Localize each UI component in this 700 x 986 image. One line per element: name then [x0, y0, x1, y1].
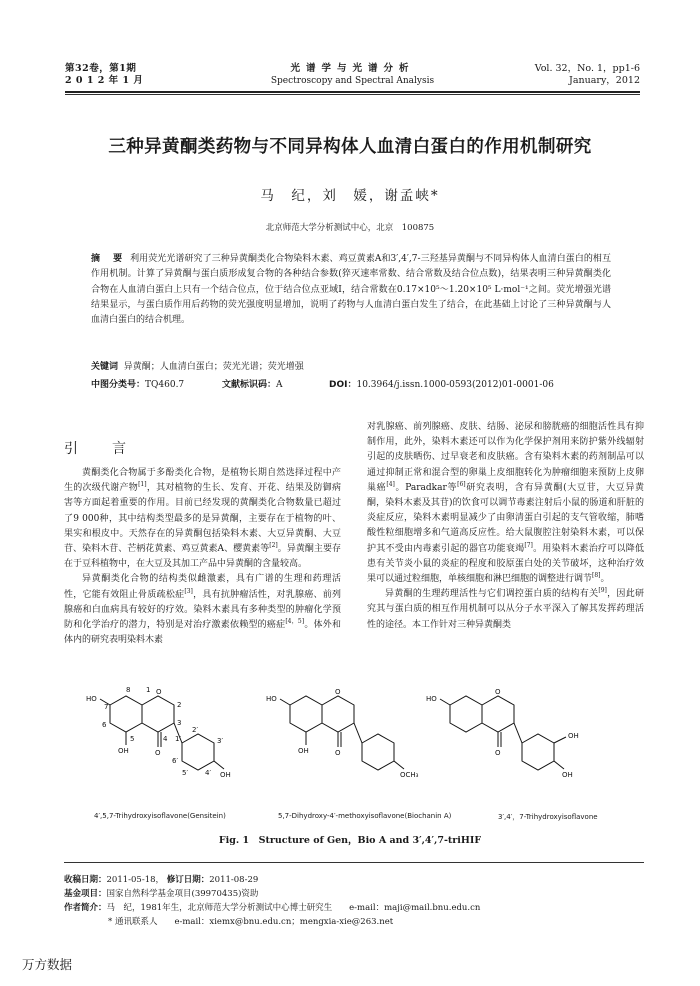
tri-oh4p: OH	[562, 771, 573, 779]
label-trihydroxy: 3′,4′，7-Trihydroxyisoflavone	[498, 813, 598, 821]
abstract-label: 摘 要	[91, 254, 125, 264]
gen-ring-o: O	[156, 688, 162, 696]
journal-name-en: Spectroscopy and Spectral Analysis	[270, 76, 435, 86]
biochanin-structure	[280, 696, 404, 770]
left-column	[64, 466, 341, 648]
gen-num3: 3	[177, 719, 182, 727]
gen-num4: 4	[163, 735, 168, 743]
gen-num3p: 3′	[217, 737, 224, 745]
volume-issue: 第32卷，第1期	[65, 63, 137, 74]
citation: [9]	[598, 587, 607, 595]
keywords-text: 异黄酮；人血清白蛋白；荧光光谱；荧光增强	[123, 362, 304, 372]
gen-oh4p: OH	[220, 771, 231, 779]
citation: [6]	[457, 480, 466, 488]
label-biochanin: 5,7-Dihydroxy-4′-methoxyisoflavone(Biochanin A)	[278, 812, 452, 820]
gen-num6: 6	[102, 721, 107, 729]
footnote-corresponding: * 通讯联系人 e-mail：xiemx@bnu.edu.cn；mengxia-xie@263.net	[108, 917, 394, 927]
figure-caption: Fig. 1 Structure of Gen，Bio A and 3′,4′,7-triHIF	[218, 835, 482, 846]
watermark: 万方数据	[22, 957, 73, 972]
tri-ho: HO	[426, 695, 437, 703]
paper-title: 三种异黄酮类药物与不同异构体人血清白蛋白的作用机制研究	[108, 137, 592, 157]
gen-num4p: 4′	[205, 769, 212, 777]
journal-name-cn: 光谱学与光谱分析	[290, 63, 415, 74]
tri-ring-o: O	[495, 688, 501, 696]
footnote-author-bio: 作者简介：马 纪，1981年生，北京师范大学分析测试中心博士研究生 e-mail：maji@mail.bnu.edu.cn	[64, 903, 481, 913]
gen-num7: 7	[104, 703, 109, 711]
footnote-fund: 基金项目：国家自然科学基金项目(39970435)资助	[64, 889, 259, 899]
intro-paragraph-2: 异黄酮类化合物的结构类似雌激素，具有广谱的生理和药理活性，它能有效阻止骨质疏松症[3]，具有抗肿瘤活性，对乳腺癌、前列腺癌和白血病具有较好的疗效。染料木素具有多种类型的肿瘤化学预防和化学治疗的潜力，特别是对治疗激素依赖型的癌症[4，5]。体外和体内的研究表明染料木素	[64, 574, 341, 646]
issue-date: 2 0 1 2 年 1 月	[65, 75, 144, 86]
footnotes	[64, 862, 644, 929]
citation: [2]	[269, 542, 278, 550]
citation: [8]	[592, 572, 601, 580]
header-rule	[65, 91, 640, 93]
section-title-intro: 引 言	[64, 441, 136, 457]
gen-num8: 8	[126, 686, 131, 694]
trihydroxy-structure	[440, 696, 566, 770]
tri-keto-o: O	[495, 749, 501, 757]
citation: [1]	[138, 481, 147, 489]
clc-number: TQ460.7	[145, 380, 185, 390]
right-column	[367, 420, 644, 633]
bio-keto-o: O	[335, 749, 341, 757]
bio-ho: HO	[266, 695, 277, 703]
running-header	[65, 60, 640, 96]
citation: [4，5]	[285, 618, 305, 626]
figure-1	[80, 665, 640, 855]
abstract	[91, 252, 611, 328]
intro-paragraph-4: 异黄酮的生理药理活性与它们调控蛋白质的结构有关[9]，因此研究其与蛋白质的相互作用机制可以从分子水平深入了解其发挥药理活性的途径。本工作针对三种异黄酮类	[367, 587, 644, 630]
clc-label: 中图分类号：	[91, 380, 146, 390]
gen-num5: 5	[130, 735, 135, 743]
keywords-label: 关键词	[91, 362, 119, 372]
doc-code: A	[276, 380, 283, 390]
gen-oh5: OH	[118, 747, 129, 755]
footnote-dates: 收稿日期：2011-05-18， 修订日期：2011-08-29	[64, 875, 259, 885]
gen-num5p: 5′	[182, 769, 189, 777]
date-en: January，2012	[569, 75, 640, 86]
isoflavone-structures	[80, 665, 640, 815]
doc-code-label: 文献标识码：	[222, 380, 277, 390]
genistein-structure	[100, 696, 224, 770]
bio-och3: OCH₃	[400, 771, 419, 779]
gen-num2p: 2′	[192, 726, 199, 734]
gen-num1: 1	[146, 686, 151, 694]
gen-num2: 2	[177, 701, 182, 709]
citation: [3]	[184, 587, 193, 595]
gen-keto-o: O	[155, 749, 161, 757]
doi: 10.3964/j.issn.1000-0593(2012)01-0001-06	[356, 380, 554, 390]
gen-num1p: 1′	[175, 735, 182, 743]
bio-oh5: OH	[298, 747, 309, 755]
intro-paragraph-1: 黄酮类化合物属于多酚类化合物，是植物长期自然选择过程中产生的次级代谢产物[1]，其对植物的生长、发育、开花、结果及防御病害等方面起着重要的作用。目前已经发现的黄酮类化合物数量已超过了9 000种，其中结构类型最多的是异黄酮，主要存在于植物的叶、果实和根皮中。天然存在的异黄酮包括染料木素、大豆异黄酮、大豆苷、染料木苷、芒柄花黄素、鸡豆黄素A、樱黄素等[2]。异黄酮主要存在于豆科植物中，在大豆及其加工产品中异黄酮的含量较高。	[64, 468, 341, 570]
gen-ho: HO	[86, 695, 97, 703]
header-rule-thin	[65, 94, 640, 95]
citation: [7]	[524, 541, 533, 549]
authors: 马 纪，刘 媛，谢孟峡*	[260, 188, 440, 204]
citation: [4]	[386, 480, 395, 488]
journal-volume-en	[535, 63, 640, 87]
bio-ring-o: O	[335, 688, 341, 696]
tri-oh3p: OH	[568, 732, 579, 740]
label-genistein: 4′,5,7-Trihydroxyisoflavone(Gensitein)	[94, 812, 226, 820]
intro-paragraph-3: 对乳腺癌、前列腺癌、皮肤、结肠、泌尿和膀胱癌的细胞活性具有抑制作用，此外，染料木素还可以作为化学保护剂用来防护紫外线辐射引起的皮肤晒伤、过早衰老和皮肤癌。含有染料木素的药剂制品可以通过抑制正常和混合型的卵巢上皮细胞转化为肿瘤细胞来预防上皮卵巢癌[4]。Paradkar等[6]研究表明，含有异黄酮(大豆苷，大豆异黄酮，染料木素及其苷)的饮食可以调节毒素注射后小鼠的肠道和肝脏的炎症反应，染料木素明显减少了由卵清蛋白引起的支气管收缩，肺嗜酸性粒细胞增多和气道高反应性。给大鼠腹腔注射染料木素，可以保护其不受由内毒素引起的器官功能衰竭[7]。用染料木素治疗可以降低患有关节炎小鼠的炎症的程度和胶原蛋白处的关节破坏，这种治疗效果可以通过粒细胞，单核细胞和淋巴细胞的调整进行调节[8]。	[367, 422, 644, 585]
doi-label: DOI：	[329, 380, 357, 390]
classification-line	[91, 378, 611, 393]
affiliation: 北京师范大学分析测试中心，北京 100875	[265, 223, 435, 233]
gen-num6p: 6′	[172, 757, 179, 765]
vol-pages-en: Vol. 32，No. 1，pp1-6	[534, 63, 640, 74]
abstract-text: 利用荧光光谱研究了三种异黄酮类化合物染料木素、鸡豆黄素A和3′,4′,7-三羟基异黄酮与不同异构体人血清白蛋白的相互作用机制。计算了异黄酮与蛋白质形成复合物的各种结合参数(猝灭速率常数、结合常数及结合位点数)，结果表明三种异黄酮类化合物在人血清白蛋白上只有一个结合位点，位于结合位点亚域Ⅰ，结合常数在0.17×10⁵～1.20×10⁵ L·mol⁻¹之间。荧光增强光谱结果显示，与蛋白质作用后药物的荧光强度明显增加，说明了药物与人血清白蛋白发生了结合，在此基础上讨论了三种异黄酮与人血清白蛋白的结合机理。	[91, 254, 611, 326]
keywords	[91, 360, 611, 375]
